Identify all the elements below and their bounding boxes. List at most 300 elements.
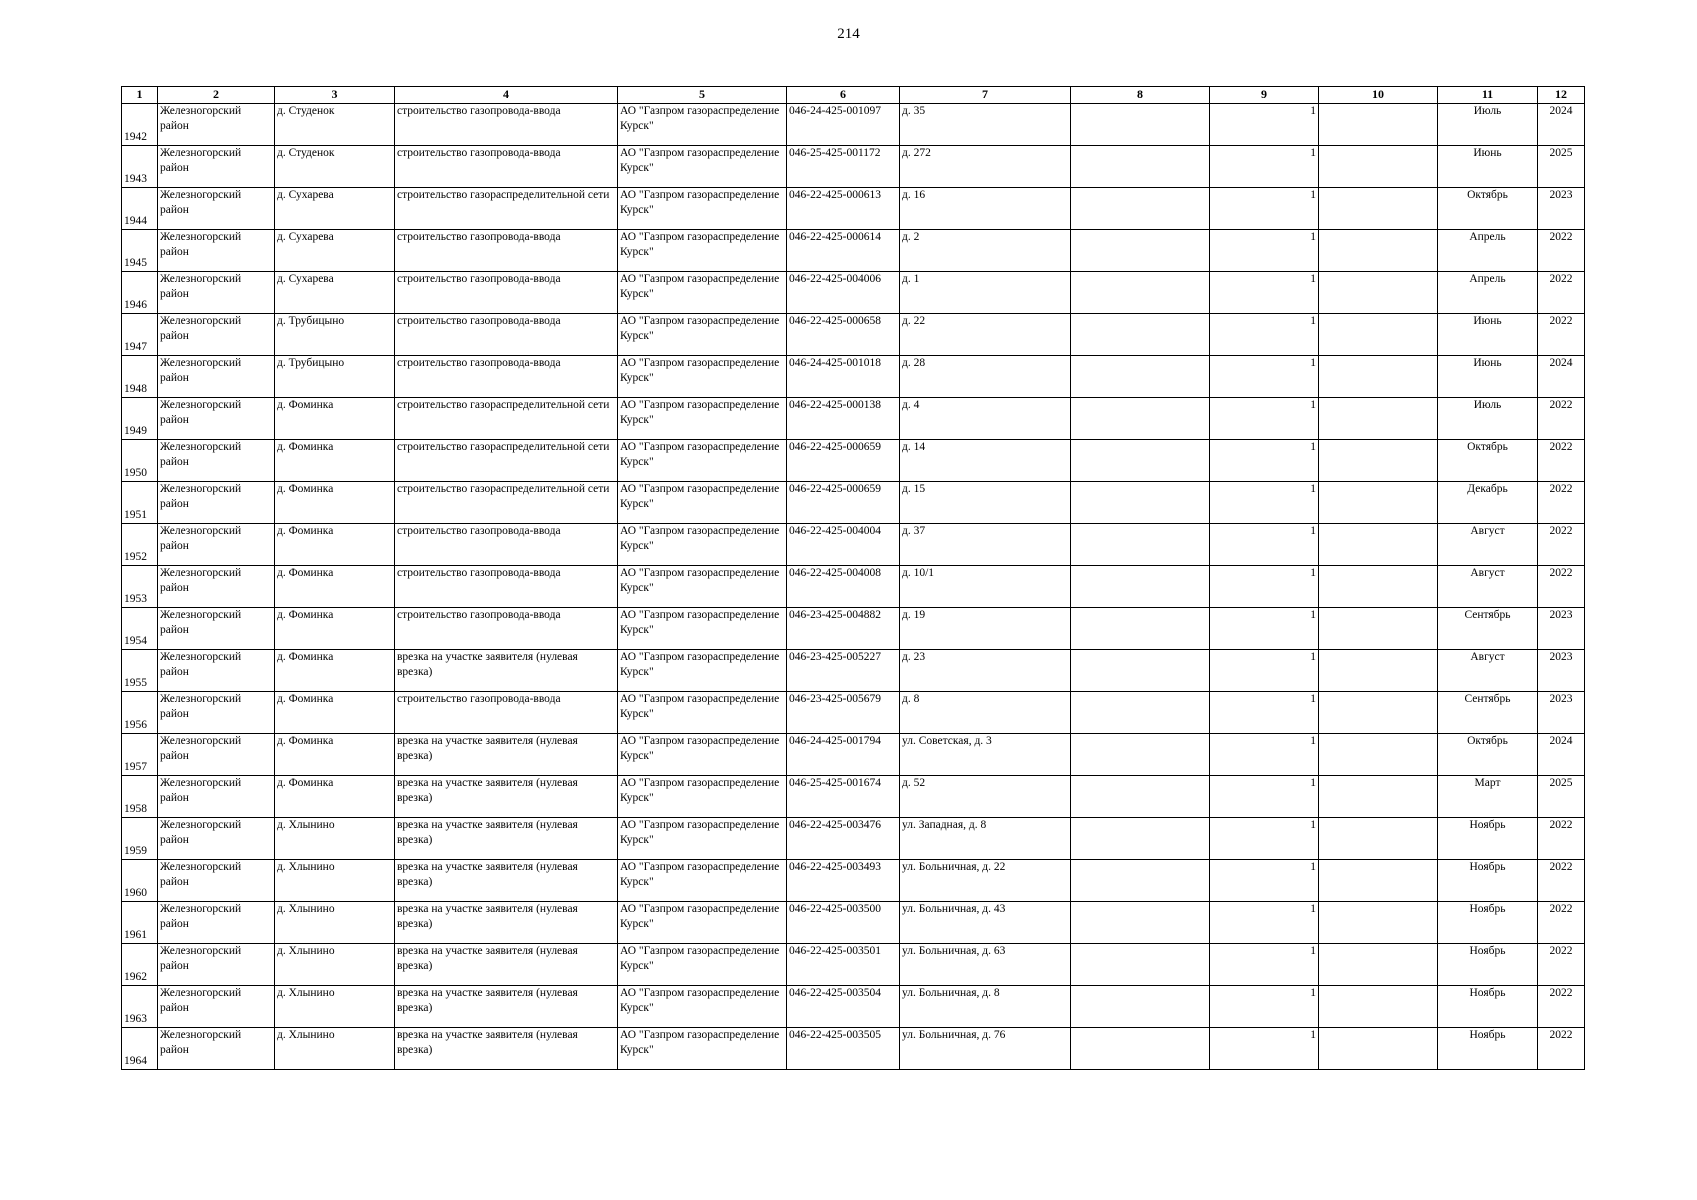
cell-organization: АО "Газпром газораспределение Курск" (618, 314, 787, 356)
cell-organization: АО "Газпром газораспределение Курск" (618, 230, 787, 272)
cell-work-type: врезка на участке заявителя (нулевая врезка) (395, 986, 618, 1028)
cell-count: 1 (1210, 314, 1319, 356)
data-table (121, 86, 1585, 1070)
cell-address: д. 23 (900, 650, 1071, 692)
cell-month: Август (1438, 566, 1538, 608)
cell-address: д. 2 (900, 230, 1071, 272)
cell-locality: д. Сухарева (275, 272, 395, 314)
cell-work-type: строительство газопровода-ввода (395, 524, 618, 566)
cell-year: 2022 (1538, 314, 1585, 356)
cell-work-type: строительство газопровода-ввода (395, 104, 618, 146)
cell-locality: д. Студенок (275, 146, 395, 188)
cell-organization: АО "Газпром газораспределение Курск" (618, 692, 787, 734)
cell-year: 2022 (1538, 398, 1585, 440)
cell-code: 046-22-425-003493 (787, 860, 900, 902)
cell-district: Железногорский район (158, 482, 275, 524)
cell-district: Железногорский район (158, 692, 275, 734)
cell-month: Июнь (1438, 356, 1538, 398)
cell-organization: АО "Газпром газораспределение Курск" (618, 776, 787, 818)
cell-count: 1 (1210, 356, 1319, 398)
cell-code: 046-22-425-003500 (787, 902, 900, 944)
cell-address: ул. Больничная, д. 76 (900, 1028, 1071, 1070)
cell-row-number: 1956 (122, 692, 158, 734)
cell-address: ул. Советская, д. 3 (900, 734, 1071, 776)
cell-year: 2025 (1538, 776, 1585, 818)
header-row (122, 87, 1585, 104)
cell-col8 (1071, 104, 1210, 146)
cell-count: 1 (1210, 524, 1319, 566)
cell-district: Железногорский район (158, 524, 275, 566)
cell-year: 2025 (1538, 146, 1585, 188)
cell-year: 2022 (1538, 818, 1585, 860)
cell-work-type: строительство газопровода-ввода (395, 692, 618, 734)
cell-month: Сентябрь (1438, 692, 1538, 734)
cell-count: 1 (1210, 440, 1319, 482)
cell-organization: АО "Газпром газораспределение Курск" (618, 482, 787, 524)
cell-work-type: строительство газораспределительной сети (395, 188, 618, 230)
cell-col8 (1071, 482, 1210, 524)
cell-work-type: строительство газораспределительной сети (395, 398, 618, 440)
cell-col10 (1319, 230, 1438, 272)
cell-count: 1 (1210, 1028, 1319, 1070)
cell-year: 2022 (1538, 524, 1585, 566)
cell-work-type: врезка на участке заявителя (нулевая врезка) (395, 860, 618, 902)
cell-work-type: строительство газопровода-ввода (395, 608, 618, 650)
cell-month: Ноябрь (1438, 1028, 1538, 1070)
cell-organization: АО "Газпром газораспределение Курск" (618, 440, 787, 482)
cell-row-number: 1942 (122, 104, 158, 146)
cell-row-number: 1950 (122, 440, 158, 482)
cell-locality: д. Фоминка (275, 566, 395, 608)
cell-address: д. 272 (900, 146, 1071, 188)
cell-work-type: строительство газопровода-ввода (395, 566, 618, 608)
cell-work-type: врезка на участке заявителя (нулевая врезка) (395, 902, 618, 944)
cell-month: Март (1438, 776, 1538, 818)
cell-code: 046-22-425-000613 (787, 188, 900, 230)
cell-year: 2022 (1538, 272, 1585, 314)
cell-code: 046-25-425-001674 (787, 776, 900, 818)
cell-col10 (1319, 944, 1438, 986)
cell-organization: АО "Газпром газораспределение Курск" (618, 944, 787, 986)
cell-address: д. 8 (900, 692, 1071, 734)
column-header: 10 (1319, 87, 1438, 104)
cell-organization: АО "Газпром газораспределение Курск" (618, 188, 787, 230)
cell-district: Железногорский район (158, 440, 275, 482)
cell-organization: АО "Газпром газораспределение Курск" (618, 398, 787, 440)
column-header: 3 (275, 87, 395, 104)
cell-month: Ноябрь (1438, 818, 1538, 860)
cell-address: ул. Больничная, д. 8 (900, 986, 1071, 1028)
cell-work-type: строительство газораспределительной сети (395, 482, 618, 524)
cell-year: 2023 (1538, 650, 1585, 692)
cell-col10 (1319, 104, 1438, 146)
cell-locality: д. Фоминка (275, 482, 395, 524)
cell-row-number: 1959 (122, 818, 158, 860)
cell-locality: д. Хлынино (275, 1028, 395, 1070)
cell-locality: д. Фоминка (275, 776, 395, 818)
cell-count: 1 (1210, 272, 1319, 314)
cell-work-type: строительство газопровода-ввода (395, 314, 618, 356)
cell-district: Железногорский район (158, 650, 275, 692)
cell-count: 1 (1210, 902, 1319, 944)
table-row (122, 734, 1585, 776)
cell-address: д. 19 (900, 608, 1071, 650)
cell-organization: АО "Газпром газораспределение Курск" (618, 524, 787, 566)
cell-col10 (1319, 440, 1438, 482)
cell-col8 (1071, 440, 1210, 482)
table-row (122, 356, 1585, 398)
cell-year: 2023 (1538, 692, 1585, 734)
cell-row-number: 1943 (122, 146, 158, 188)
cell-locality: д. Сухарева (275, 230, 395, 272)
cell-organization: АО "Газпром газораспределение Курск" (618, 608, 787, 650)
table-row (122, 272, 1585, 314)
cell-year: 2022 (1538, 440, 1585, 482)
cell-district: Железногорский район (158, 986, 275, 1028)
cell-count: 1 (1210, 692, 1319, 734)
column-header: 11 (1438, 87, 1538, 104)
cell-col10 (1319, 1028, 1438, 1070)
cell-organization: АО "Газпром газораспределение Курск" (618, 734, 787, 776)
cell-code: 046-22-425-003505 (787, 1028, 900, 1070)
cell-code: 046-23-425-005679 (787, 692, 900, 734)
cell-work-type: врезка на участке заявителя (нулевая врезка) (395, 1028, 618, 1070)
cell-locality: д. Фоминка (275, 734, 395, 776)
cell-code: 046-22-425-000659 (787, 482, 900, 524)
cell-col8 (1071, 272, 1210, 314)
cell-col10 (1319, 818, 1438, 860)
cell-col8 (1071, 1028, 1210, 1070)
cell-row-number: 1961 (122, 902, 158, 944)
cell-month: Сентябрь (1438, 608, 1538, 650)
cell-col10 (1319, 566, 1438, 608)
cell-month: Октябрь (1438, 734, 1538, 776)
cell-count: 1 (1210, 776, 1319, 818)
cell-locality: д. Хлынино (275, 902, 395, 944)
cell-address: д. 28 (900, 356, 1071, 398)
cell-count: 1 (1210, 944, 1319, 986)
cell-month: Ноябрь (1438, 860, 1538, 902)
cell-work-type: строительство газопровода-ввода (395, 146, 618, 188)
cell-code: 046-23-425-004882 (787, 608, 900, 650)
cell-count: 1 (1210, 230, 1319, 272)
cell-locality: д. Хлынино (275, 860, 395, 902)
cell-organization: АО "Газпром газораспределение Курск" (618, 272, 787, 314)
cell-district: Железногорский район (158, 314, 275, 356)
cell-district: Железногорский район (158, 944, 275, 986)
table-row (122, 986, 1585, 1028)
cell-col10 (1319, 692, 1438, 734)
cell-work-type: врезка на участке заявителя (нулевая врезка) (395, 944, 618, 986)
cell-col10 (1319, 524, 1438, 566)
cell-organization: АО "Газпром газораспределение Курск" (618, 356, 787, 398)
cell-year: 2022 (1538, 566, 1585, 608)
cell-row-number: 1952 (122, 524, 158, 566)
cell-district: Железногорский район (158, 902, 275, 944)
cell-row-number: 1949 (122, 398, 158, 440)
table-body (122, 104, 1585, 1070)
cell-organization: АО "Газпром газораспределение Курск" (618, 860, 787, 902)
cell-col8 (1071, 398, 1210, 440)
column-header: 5 (618, 87, 787, 104)
table-row (122, 104, 1585, 146)
table-row (122, 482, 1585, 524)
cell-work-type: строительство газопровода-ввода (395, 356, 618, 398)
cell-col8 (1071, 734, 1210, 776)
cell-address: д. 37 (900, 524, 1071, 566)
column-header: 9 (1210, 87, 1319, 104)
cell-district: Железногорский район (158, 398, 275, 440)
cell-locality: д. Фоминка (275, 440, 395, 482)
cell-month: Ноябрь (1438, 902, 1538, 944)
cell-count: 1 (1210, 860, 1319, 902)
cell-count: 1 (1210, 818, 1319, 860)
cell-organization: АО "Газпром газораспределение Курск" (618, 566, 787, 608)
cell-row-number: 1958 (122, 776, 158, 818)
page-number: 214 (837, 26, 860, 42)
cell-month: Ноябрь (1438, 986, 1538, 1028)
table-row (122, 776, 1585, 818)
table-row (122, 902, 1585, 944)
cell-year: 2022 (1538, 1028, 1585, 1070)
cell-address: д. 52 (900, 776, 1071, 818)
cell-code: 046-22-425-003504 (787, 986, 900, 1028)
cell-code: 046-25-425-001172 (787, 146, 900, 188)
cell-work-type: врезка на участке заявителя (нулевая врезка) (395, 776, 618, 818)
cell-col8 (1071, 230, 1210, 272)
cell-count: 1 (1210, 398, 1319, 440)
table-row (122, 692, 1585, 734)
cell-count: 1 (1210, 104, 1319, 146)
cell-address: д. 35 (900, 104, 1071, 146)
cell-col10 (1319, 482, 1438, 524)
table-row (122, 524, 1585, 566)
cell-district: Железногорский район (158, 272, 275, 314)
cell-district: Железногорский район (158, 188, 275, 230)
cell-code: 046-22-425-004008 (787, 566, 900, 608)
cell-count: 1 (1210, 734, 1319, 776)
column-header: 12 (1538, 87, 1585, 104)
cell-district: Железногорский район (158, 146, 275, 188)
cell-year: 2022 (1538, 230, 1585, 272)
cell-row-number: 1960 (122, 860, 158, 902)
cell-row-number: 1946 (122, 272, 158, 314)
cell-count: 1 (1210, 608, 1319, 650)
cell-year: 2022 (1538, 482, 1585, 524)
cell-organization: АО "Газпром газораспределение Курск" (618, 650, 787, 692)
cell-col8 (1071, 776, 1210, 818)
cell-organization: АО "Газпром газораспределение Курск" (618, 104, 787, 146)
column-header: 8 (1071, 87, 1210, 104)
cell-district: Железногорский район (158, 860, 275, 902)
cell-col10 (1319, 776, 1438, 818)
cell-work-type: врезка на участке заявителя (нулевая врезка) (395, 650, 618, 692)
cell-count: 1 (1210, 650, 1319, 692)
cell-col8 (1071, 146, 1210, 188)
cell-address: ул. Западная, д. 8 (900, 818, 1071, 860)
cell-month: Апрель (1438, 272, 1538, 314)
table-row (122, 566, 1585, 608)
cell-code: 046-22-425-000138 (787, 398, 900, 440)
cell-locality: д. Трубицыно (275, 314, 395, 356)
cell-district: Железногорский район (158, 356, 275, 398)
cell-col10 (1319, 734, 1438, 776)
cell-code: 046-22-425-004004 (787, 524, 900, 566)
cell-year: 2024 (1538, 104, 1585, 146)
cell-row-number: 1948 (122, 356, 158, 398)
cell-month: Июль (1438, 398, 1538, 440)
cell-code: 046-24-425-001794 (787, 734, 900, 776)
column-header: 6 (787, 87, 900, 104)
cell-row-number: 1957 (122, 734, 158, 776)
table-row (122, 944, 1585, 986)
cell-code: 046-24-425-001018 (787, 356, 900, 398)
cell-code: 046-22-425-000659 (787, 440, 900, 482)
cell-row-number: 1951 (122, 482, 158, 524)
cell-row-number: 1954 (122, 608, 158, 650)
cell-address: ул. Больничная, д. 63 (900, 944, 1071, 986)
cell-year: 2022 (1538, 860, 1585, 902)
cell-district: Железногорский район (158, 818, 275, 860)
cell-code: 046-22-425-004006 (787, 272, 900, 314)
column-header: 1 (122, 87, 158, 104)
table-row (122, 608, 1585, 650)
cell-locality: д. Студенок (275, 104, 395, 146)
cell-address: ул. Больничная, д. 22 (900, 860, 1071, 902)
cell-col10 (1319, 398, 1438, 440)
cell-row-number: 1963 (122, 986, 158, 1028)
cell-locality: д. Фоминка (275, 524, 395, 566)
column-header: 4 (395, 87, 618, 104)
cell-locality: д. Фоминка (275, 398, 395, 440)
cell-col8 (1071, 692, 1210, 734)
table-row (122, 398, 1585, 440)
cell-address: д. 16 (900, 188, 1071, 230)
cell-work-type: строительство газопровода-ввода (395, 272, 618, 314)
cell-work-type: врезка на участке заявителя (нулевая врезка) (395, 734, 618, 776)
cell-col10 (1319, 986, 1438, 1028)
cell-district: Железногорский район (158, 104, 275, 146)
cell-address: д. 14 (900, 440, 1071, 482)
cell-locality: д. Фоминка (275, 692, 395, 734)
table-row (122, 650, 1585, 692)
cell-month: Ноябрь (1438, 944, 1538, 986)
cell-locality: д. Хлынино (275, 818, 395, 860)
table-row (122, 1028, 1585, 1070)
cell-month: Апрель (1438, 230, 1538, 272)
cell-year: 2022 (1538, 944, 1585, 986)
cell-locality: д. Сухарева (275, 188, 395, 230)
cell-col8 (1071, 902, 1210, 944)
table-row (122, 188, 1585, 230)
cell-year: 2024 (1538, 356, 1585, 398)
cell-organization: АО "Газпром газораспределение Курск" (618, 986, 787, 1028)
cell-district: Железногорский район (158, 566, 275, 608)
cell-col8 (1071, 188, 1210, 230)
cell-col10 (1319, 146, 1438, 188)
cell-count: 1 (1210, 986, 1319, 1028)
cell-code: 046-24-425-001097 (787, 104, 900, 146)
cell-col10 (1319, 188, 1438, 230)
cell-count: 1 (1210, 188, 1319, 230)
cell-row-number: 1953 (122, 566, 158, 608)
cell-col8 (1071, 356, 1210, 398)
cell-col10 (1319, 860, 1438, 902)
cell-organization: АО "Газпром газораспределение Курск" (618, 1028, 787, 1070)
cell-organization: АО "Газпром газораспределение Курск" (618, 902, 787, 944)
cell-count: 1 (1210, 566, 1319, 608)
cell-locality: д. Фоминка (275, 608, 395, 650)
table-row (122, 440, 1585, 482)
cell-month: Июнь (1438, 146, 1538, 188)
cell-year: 2022 (1538, 902, 1585, 944)
cell-col8 (1071, 524, 1210, 566)
cell-month: Декабрь (1438, 482, 1538, 524)
cell-month: Октябрь (1438, 440, 1538, 482)
table-row (122, 818, 1585, 860)
cell-col8 (1071, 608, 1210, 650)
cell-address: д. 10/1 (900, 566, 1071, 608)
cell-year: 2023 (1538, 608, 1585, 650)
cell-count: 1 (1210, 146, 1319, 188)
cell-district: Железногорский район (158, 734, 275, 776)
cell-district: Железногорский район (158, 230, 275, 272)
cell-col10 (1319, 272, 1438, 314)
cell-month: Август (1438, 650, 1538, 692)
cell-organization: АО "Газпром газораспределение Курск" (618, 146, 787, 188)
cell-locality: д. Хлынино (275, 986, 395, 1028)
cell-col10 (1319, 608, 1438, 650)
cell-row-number: 1955 (122, 650, 158, 692)
cell-address: ул. Больничная, д. 43 (900, 902, 1071, 944)
cell-col10 (1319, 650, 1438, 692)
column-header: 2 (158, 87, 275, 104)
cell-work-type: строительство газораспределительной сети (395, 440, 618, 482)
table-row (122, 860, 1585, 902)
cell-locality: д. Хлынино (275, 944, 395, 986)
cell-col10 (1319, 902, 1438, 944)
cell-count: 1 (1210, 482, 1319, 524)
cell-col8 (1071, 314, 1210, 356)
table-row (122, 230, 1585, 272)
cell-row-number: 1944 (122, 188, 158, 230)
cell-year: 2024 (1538, 734, 1585, 776)
cell-year: 2023 (1538, 188, 1585, 230)
cell-col10 (1319, 314, 1438, 356)
cell-month: Июнь (1438, 314, 1538, 356)
table-row (122, 146, 1585, 188)
cell-col8 (1071, 650, 1210, 692)
cell-address: д. 22 (900, 314, 1071, 356)
cell-district: Железногорский район (158, 1028, 275, 1070)
cell-locality: д. Трубицыно (275, 356, 395, 398)
cell-row-number: 1945 (122, 230, 158, 272)
cell-row-number: 1964 (122, 1028, 158, 1070)
cell-code: 046-22-425-000614 (787, 230, 900, 272)
cell-code: 046-22-425-003501 (787, 944, 900, 986)
cell-col8 (1071, 818, 1210, 860)
cell-month: Октябрь (1438, 188, 1538, 230)
cell-organization: АО "Газпром газораспределение Курск" (618, 818, 787, 860)
table-row (122, 314, 1585, 356)
cell-col8 (1071, 944, 1210, 986)
cell-row-number: 1947 (122, 314, 158, 356)
cell-locality: д. Фоминка (275, 650, 395, 692)
cell-district: Железногорский район (158, 608, 275, 650)
cell-code: 046-22-425-003476 (787, 818, 900, 860)
cell-district: Железногорский район (158, 776, 275, 818)
cell-year: 2022 (1538, 986, 1585, 1028)
